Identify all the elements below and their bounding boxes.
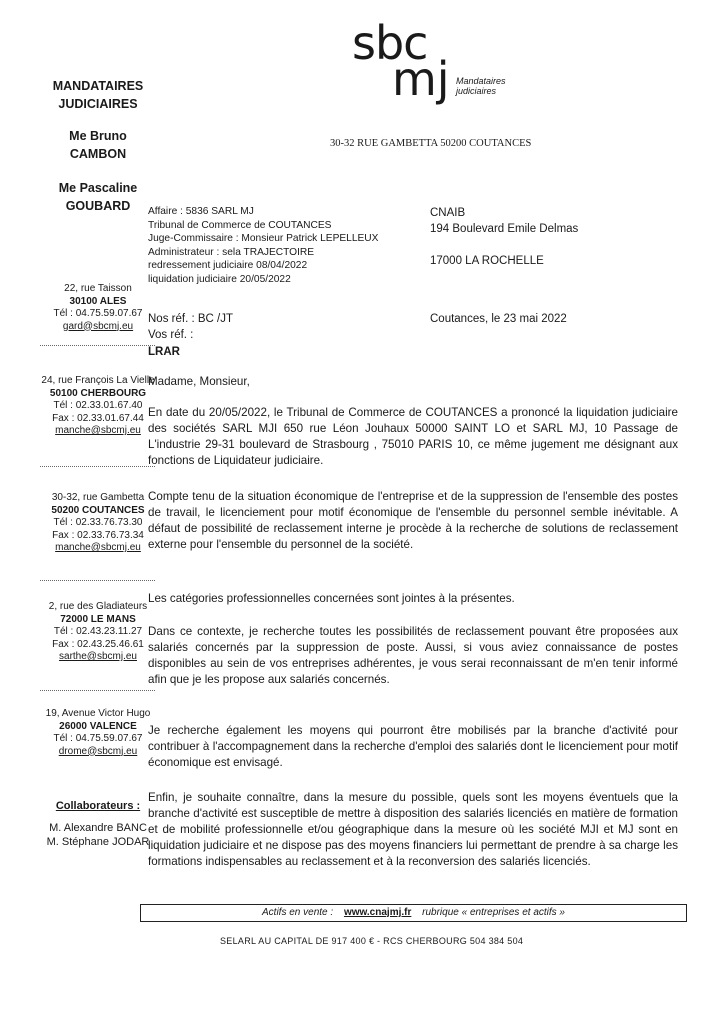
lawyer-2 — [38, 180, 158, 215]
sidebar-title-line1: MANDATAIRES — [52, 79, 144, 93]
lawyer-1-last: CAMBON — [69, 146, 127, 161]
our-reference: Nos réf. : BC /JT — [148, 313, 233, 325]
office-tel: Tél : 04.75.59.07.67 — [53, 733, 143, 744]
website-link[interactable]: www.cnajmj.fr — [343, 907, 412, 918]
recipient-name: CNAIB — [430, 207, 466, 219]
sidebar-divider — [40, 345, 155, 346]
case-judge: Juge-Commissaire : Monsieur Patrick LEPELLEUX — [148, 233, 379, 245]
recipient-street: 194 Boulevard Emile Delmas — [430, 223, 579, 236]
office-coutances — [38, 492, 158, 555]
assets-label: Actifs en vente : — [262, 907, 334, 918]
office-city: 26000 VALENCE — [59, 720, 137, 732]
lawyer-2-last: GOUBARD — [65, 198, 131, 213]
paragraph-3: Les catégories professionnelles concernées sont jointes à la présentes. — [148, 592, 515, 605]
office-email-link[interactable]: manche@sbcmj.eu — [55, 425, 141, 436]
case-tribunal: Tribunal de Commerce de COUTANCES — [148, 219, 332, 231]
paragraph-2: Compte tenu de la situation économique de l'entreprise et de la suppression de l'ensemble des postes de travail, le licenciement pour motif économique de l'ensemble du personnel semble inévitable. A défaut de possibilité de reclassement interne je procède à la recherche de solutions de reclassement externe pour l'ensemble du personnel de la société. — [148, 490, 678, 551]
collaborator-1: M. Alexandre BANC — [49, 821, 147, 834]
logo-tagline-2: judiciaires — [456, 86, 497, 96]
office-email-link[interactable]: manche@sbcmj.eu — [55, 542, 141, 553]
office-fax: Fax : 02.43.25.46.61 — [52, 638, 144, 650]
case-liquidation: liquidation judiciaire 20/05/2022 — [148, 273, 291, 285]
office-street: 30-32, rue Gambetta — [51, 492, 145, 503]
letter-date: Coutances, le 23 mai 2022 — [430, 313, 567, 325]
paragraph-5: Je recherche également les moyens qui pourront être mobilisés par la branche d'activité pour contribuer à l'accompagnement dans la recherche d'emploi des salariés dont le licenciement pour motif économique est envisagé. — [148, 724, 678, 769]
lawyer-2-first: Me Pascaline — [58, 181, 138, 195]
case-affaire: Affaire : 5836 SARL MJ — [148, 206, 254, 217]
case-info — [148, 205, 378, 286]
office-street: 2, rue des Gladiateurs — [48, 601, 148, 612]
paragraph-1: En date du 20/05/2022, le Tribunal de Commerce de COUTANCES a prononcé la liquidation judiciaire des sociétés SARL MJI 650 rue Léon Jouhaux 50000 SAINT LO et SARL MJ, 10 Passage de L'industrie 29-31 boulevard de Strasbourg , 75010 PARIS 10, ce même jugement me désignant aux fonctions de Liquidateur judiciaire. — [148, 406, 678, 467]
sidebar-divider — [40, 466, 155, 467]
office-fax: Fax : 02.33.01.67.44 — [52, 412, 144, 424]
office-ales — [38, 283, 158, 333]
office-street: 24, rue François La Vielle — [41, 375, 155, 386]
office-cherbourg — [38, 375, 158, 438]
collaborators — [38, 800, 158, 849]
case-redressement: redressement judiciaire 08/04/2022 — [148, 260, 308, 272]
assets-banner — [140, 904, 687, 922]
office-street: 19, Avenue Victor Hugo — [45, 708, 151, 719]
sidebar-divider — [40, 690, 155, 691]
lawyer-1 — [38, 128, 158, 163]
office-street: 22, rue Taisson — [64, 283, 132, 294]
logo-mj: mj — [392, 52, 450, 106]
sidebar-title-line2: JUDICIAIRES — [58, 96, 138, 111]
office-tel: Tél : 02.33.76.73.30 — [53, 517, 143, 528]
lawyer-1-first: Me Bruno — [69, 129, 127, 143]
paragraph-4: Dans ce contexte, je recherche toutes les possibilités de reclassement pouvant être proposées aux salariés concernés par la suppression de poste. Aussi, si vous aviez connaissance de postes disponibles au sein de vos entreprises adhérentes, je vous serai reconnaissant de m'en tenir informé afin que je les propose aux salariés concernés. — [148, 625, 678, 686]
case-administrator: Administrateur : sela TRAJECTOIRE — [148, 246, 315, 258]
office-tel: Tél : 02.33.01.67.40 — [53, 400, 143, 411]
office-city: 30100 ALES — [69, 295, 127, 307]
collaborators-title: Collaborateurs : — [55, 800, 141, 812]
salutation: Madame, Monsieur, — [148, 375, 250, 388]
logo-sbc: sbc — [352, 16, 428, 70]
recipient-block — [430, 205, 578, 237]
office-email-link[interactable]: sarthe@sbcmj.eu — [59, 651, 137, 662]
references — [148, 311, 233, 360]
office-city: 50100 CHERBOURG — [49, 387, 147, 399]
legal-mention: SELARL AU CAPITAL DE 917 400 € - RCS CHERBOURG 504 384 504 — [220, 936, 524, 946]
office-le-mans — [38, 601, 158, 664]
office-city: 72000 LE MANS — [60, 613, 136, 625]
office-fax: Fax : 02.33.76.73.34 — [52, 529, 144, 541]
assets-section: rubrique « entreprises et actifs » — [422, 907, 565, 918]
sidebar-divider — [40, 580, 155, 581]
office-email-link[interactable]: drome@sbcmj.eu — [58, 745, 138, 757]
office-valence — [38, 708, 158, 758]
recipient-city: 17000 LA ROCHELLE — [430, 255, 544, 267]
office-city: 50200 COUTANCES — [51, 504, 145, 516]
logo-tagline-1: Mandataires — [456, 76, 506, 86]
office-email-link[interactable]: gard@sbcmj.eu — [62, 320, 134, 332]
header-address: 30-32 RUE GAMBETTA 50200 COUTANCES — [330, 138, 532, 149]
your-reference: Vos réf. : — [148, 329, 194, 342]
office-tel: Tél : 02.43.23.11.27 — [53, 626, 143, 637]
paragraph-6: Enfin, je souhaite connaître, dans la mesure du possible, quels sont les moyens éventuels que la branche d'activité est susceptible de mettre à disposition des salariés licenciés en matière de formation et de mobilité professionnelle et/ou géographique dans la mesure où les société MJI et MJ sont en liquidation judiciaire et ne dispose pas des moyens financiers lui permettant de prendre à sa charge les formations indispensables au reclassement et à la reconversion des salariés licenciés. — [148, 791, 678, 868]
office-tel: Tél : 04.75.59.07.67 — [53, 308, 143, 319]
lrar-mention: LRAR — [148, 345, 180, 358]
collaborator-2: M. Stéphane JODAR — [46, 835, 150, 848]
company-logo — [352, 16, 522, 110]
sidebar-title — [38, 78, 158, 113]
